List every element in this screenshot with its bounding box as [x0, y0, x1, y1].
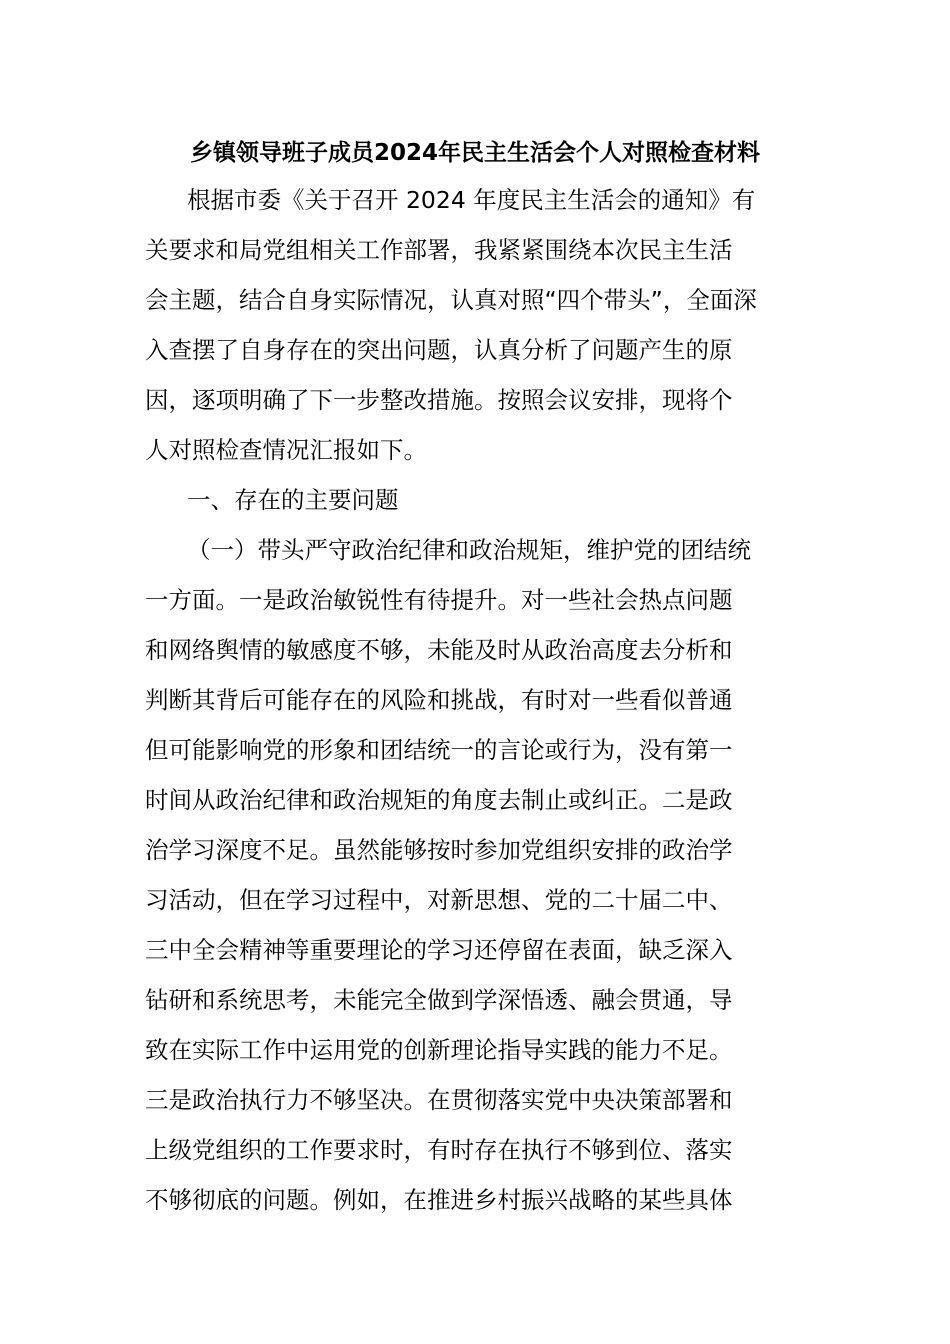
paragraph-line: 入查摆了自身存在的突出问题，认真分析了问题产生的原: [145, 336, 733, 364]
paragraph-line: （一）带头严守政治纪律和政治规矩，维护党的团结统: [187, 536, 751, 564]
paragraph-line: 但可能影响党的形象和团结统一的言论或行为，没有第一: [145, 736, 733, 764]
section-heading: 一、存在的主要问题: [187, 486, 399, 514]
paragraph-line: 根据市委《关于召开 2024 年度民主生活会的通知》有: [187, 186, 756, 214]
paragraph-line: 判断其背后可能存在的风险和挑战，有时对一些看似普通: [145, 686, 733, 714]
paragraph-line: 三是政治执行力不够坚决。在贯彻落实党中央决策部署和: [145, 1086, 733, 1114]
paragraph-line: 和网络舆情的敏感度不够，未能及时从政治高度去分析和: [145, 636, 733, 664]
paragraph-line: 人对照检查情况汇报如下。: [145, 436, 427, 464]
paragraph-line: 关要求和局党组相关工作部署，我紧紧围绕本次民主生活: [145, 236, 733, 264]
paragraph-line: 治学习深度不足。虽然能够按时参加党组织安排的政治学: [145, 836, 733, 864]
paragraph-line: 会主题，结合自身实际情况，认真对照“四个带头”，全面深: [145, 286, 757, 314]
paragraph-line: 因，逐项明确了下一步整改措施。按照会议安排，现将个: [145, 386, 733, 414]
paragraph-line: 钻研和系统思考，未能完全做到学深悟透、融会贯通，导: [145, 986, 733, 1014]
paragraph-line: 上级党组织的工作要求时，有时存在执行不够到位、落实: [145, 1136, 733, 1164]
document-title: 乡镇领导班子成员2024年民主生活会个人对照检查材料: [189, 140, 760, 166]
paragraph-line: 致在实际工作中运用党的创新理论指导实践的能力不足。: [145, 1036, 733, 1064]
paragraph-line: 习活动，但在学习过程中，对新思想、党的二十届二中、: [145, 886, 733, 914]
paragraph-line: 三中全会精神等重要理论的学习还停留在表面，缺乏深入: [145, 936, 733, 964]
paragraph-line: 一方面。一是政治敏锐性有待提升。对一些社会热点问题: [145, 586, 733, 614]
paragraph-line: 不够彻底的问题。例如，在推进乡村振兴战略的某些具体: [145, 1186, 733, 1214]
paragraph-line: 时间从政治纪律和政治规矩的角度去制止或纠正。二是政: [145, 786, 733, 814]
